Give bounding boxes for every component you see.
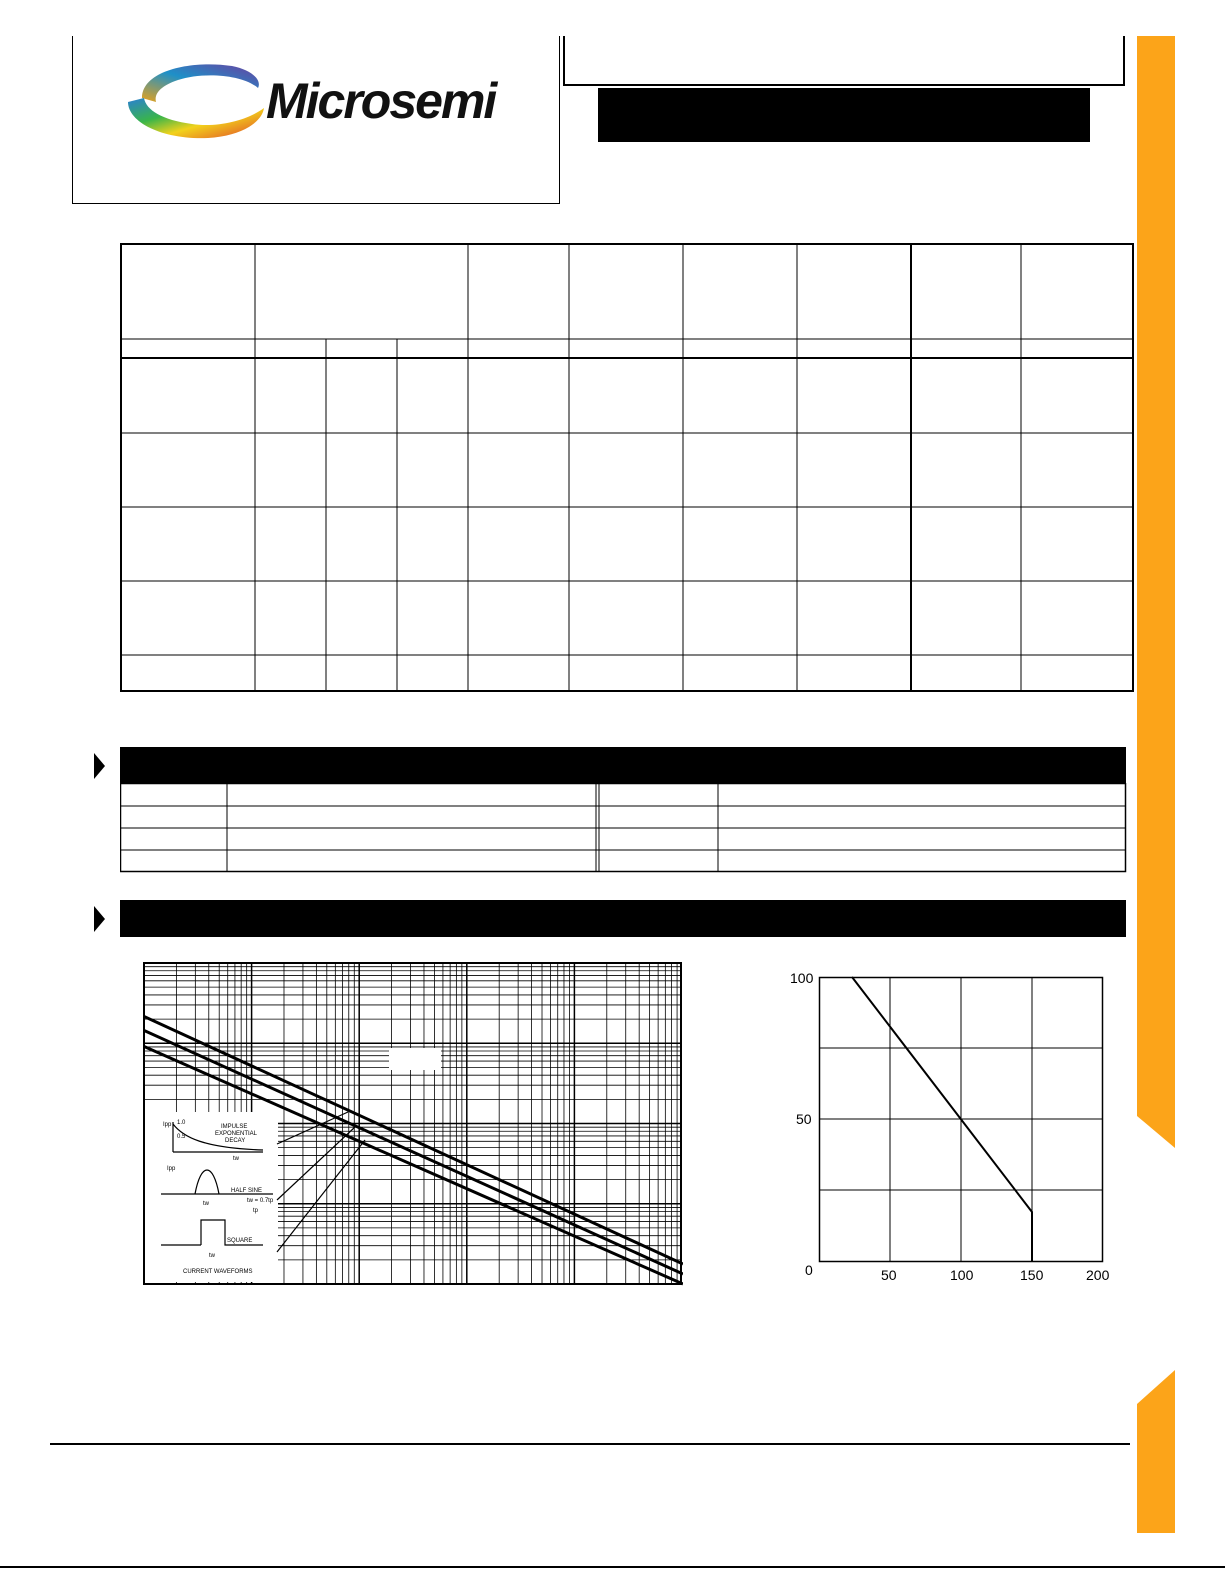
header-title-box bbox=[563, 36, 1125, 86]
inset-label: DECAY bbox=[225, 1138, 246, 1144]
electrical-characteristics-table bbox=[120, 243, 1134, 694]
inset-label: 1.0 bbox=[177, 1120, 186, 1126]
x-tick-label: 100 bbox=[950, 1267, 974, 1283]
inset-label: SQUARE bbox=[227, 1238, 253, 1244]
inset-label: EXPONENTIAL bbox=[215, 1131, 258, 1137]
microsemi-logo-mark bbox=[122, 58, 268, 144]
inset-label: tw = 0.7tp bbox=[247, 1198, 274, 1204]
y-tick-label: 50 bbox=[796, 1111, 812, 1127]
inset-label: tp bbox=[253, 1208, 259, 1214]
chart-label-blank bbox=[389, 1048, 441, 1070]
inset-label: CURRENT WAVEFORMS bbox=[183, 1269, 253, 1275]
side-tab-top bbox=[1137, 36, 1175, 1148]
y-tick-label: 0 bbox=[805, 1262, 813, 1278]
x-tick-label: 200 bbox=[1086, 1267, 1110, 1283]
inset-label: HALF SINE bbox=[231, 1188, 263, 1194]
inset-label: 0.5 bbox=[177, 1134, 186, 1140]
inset-label: tw bbox=[209, 1253, 215, 1259]
x-tick-label: 50 bbox=[881, 1267, 897, 1283]
inset-label: tw bbox=[233, 1156, 239, 1162]
inset-label: tw bbox=[203, 1201, 209, 1207]
section-header-bar bbox=[120, 900, 1126, 937]
footer-rule bbox=[50, 1443, 1130, 1445]
logo-wordmark: Microsemi bbox=[266, 73, 496, 129]
inset-label: IMPULSE bbox=[221, 1124, 248, 1130]
y-tick-label: 100 bbox=[790, 970, 814, 986]
side-tab-bottom bbox=[1137, 1370, 1175, 1533]
header-black-bar bbox=[598, 88, 1090, 142]
section-arrow-icon bbox=[94, 753, 105, 779]
page-bottom-rule bbox=[0, 1566, 1225, 1568]
pulse-rating-chart bbox=[143, 962, 683, 1286]
inset-label: Ipp bbox=[167, 1166, 176, 1172]
symbols-definitions-table bbox=[120, 783, 1127, 874]
section-header-bar bbox=[120, 747, 1126, 784]
section-arrow-icon bbox=[94, 906, 105, 932]
inset-label: Ipp bbox=[163, 1122, 172, 1128]
x-tick-label: 150 bbox=[1020, 1267, 1044, 1283]
derating-chart bbox=[790, 965, 1120, 1295]
